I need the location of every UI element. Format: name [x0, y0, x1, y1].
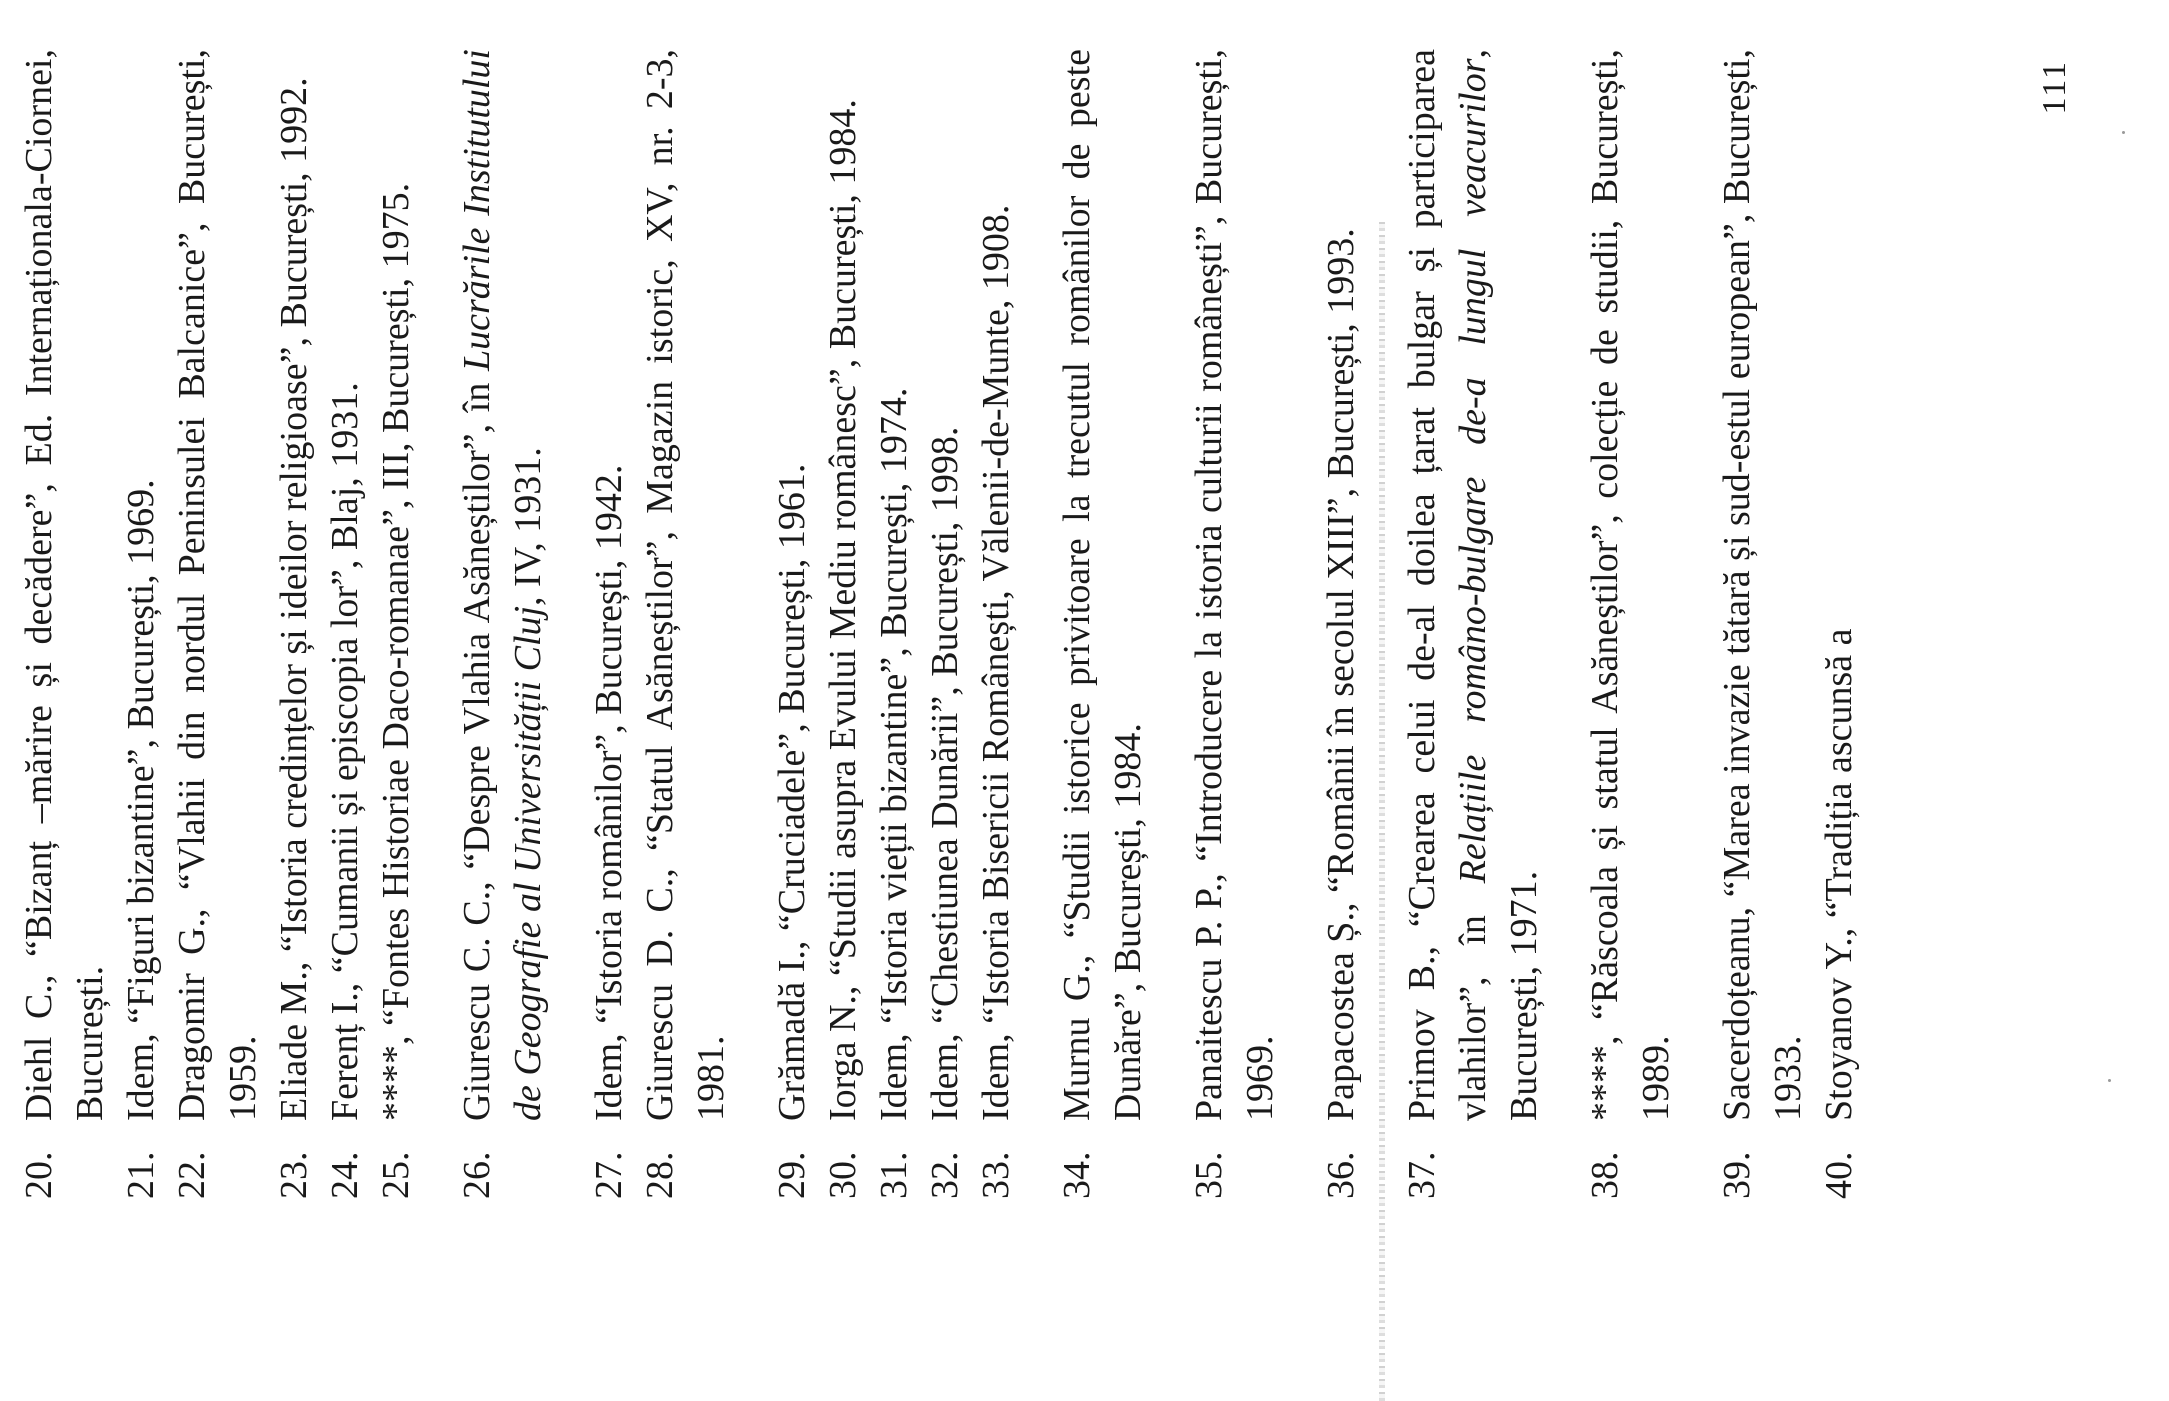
- reference-text: , IV, 1931.: [507, 447, 549, 606]
- reference-number: 26.: [456, 1151, 498, 1199]
- reference-number: 23.: [273, 1151, 315, 1199]
- reference-item: [1712, 49, 1814, 1199]
- reference-item: [452, 49, 554, 1199]
- reference-text: , București, 1971.: [1452, 48, 1545, 1121]
- reference-text: Stoyanov Y., “Tradiția ascunsă a: [1818, 628, 1860, 1121]
- reference-item: [584, 49, 635, 1199]
- reference-number: 34.: [1056, 1151, 1098, 1199]
- reference-text: Idem, “Istoria românilor”, București, 1942.: [588, 464, 630, 1121]
- reference-number: 38.: [1584, 1151, 1626, 1199]
- reference-number: 32.: [924, 1151, 966, 1199]
- reference-number: 28.: [639, 1151, 681, 1199]
- reference-text: Idem, “Istoria Bisericii Românești, Vălenii-de-Munte, 1908.: [975, 204, 1017, 1121]
- reference-text: Dragomir G., “Vlahii din nordul Peninsulei Balcanice”, București, 1959.: [171, 49, 264, 1121]
- reference-text: Grămadă I., “Cruciadele”, București, 1961.: [771, 463, 813, 1121]
- reference-item: [116, 49, 167, 1199]
- reference-item: [1184, 49, 1286, 1199]
- reference-item: [320, 49, 371, 1199]
- reference-number: 36.: [1320, 1151, 1362, 1199]
- reference-text: ****, “Răscoala și statul Asăneștilor”, colecție de studii, București, 1989.: [1584, 49, 1677, 1121]
- reference-number: 31.: [873, 1151, 915, 1199]
- reference-number: 25.: [375, 1151, 417, 1199]
- reference-number: 27.: [588, 1151, 630, 1199]
- reference-text: Panaitescu P. P., “Introducere la istoria culturii românești”, București, 1969.: [1188, 49, 1281, 1121]
- reference-number: 29.: [771, 1151, 813, 1199]
- reference-text: Papacostea Ș., “Românii în secolul XIII”, București, 1993.: [1320, 228, 1362, 1121]
- reference-item: [1580, 49, 1682, 1199]
- reference-number: 22.: [171, 1151, 213, 1199]
- reference-text: Eliade M., “Istoria credințelor și ideilor religioase”, București, 1992.: [273, 77, 315, 1121]
- reference-number: 33.: [975, 1151, 1017, 1199]
- reference-item: [635, 49, 737, 1199]
- reference-text: Idem, “Istoria vieții bizantine”, București, 1974.: [873, 387, 915, 1121]
- reference-item: [818, 49, 869, 1199]
- reference-item: [1397, 48, 1550, 1199]
- reference-text: Murnu G., “Studii istorice privitoare la trecutul românilor de peste Dunăre”, București, 1984.: [1056, 49, 1149, 1121]
- reference-number: 40.: [1818, 1151, 1860, 1199]
- reference-text: Diehl C., “Bizanț –mărire și decădere”, Ed. Internaționala-Ciornei, București.: [18, 49, 111, 1121]
- reference-italic-title: Lucrările Institutului de Geografie al Universității Cluj: [456, 49, 549, 1121]
- bibliography-list: [14, 48, 1865, 1199]
- scan-edge-noise: [1379, 221, 1385, 1401]
- reference-item: [14, 49, 116, 1199]
- reference-text: ****, “Fontes Historiae Daco-romanae”, III, București, 1975.: [375, 182, 417, 1121]
- reference-text: Sacerdoțeanu, “Marea invazie tătară și sud-estul european”, București, 1933.: [1716, 49, 1809, 1121]
- reference-number: 37.: [1401, 1151, 1443, 1199]
- reference-number: 21.: [120, 1151, 162, 1199]
- reference-number: 24.: [324, 1151, 366, 1199]
- reference-text: Idem, “Chestiunea Dunării”, București, 1998.: [924, 426, 966, 1121]
- reference-item: [1814, 49, 1865, 1199]
- reference-item: [1052, 49, 1154, 1199]
- reference-item: [767, 49, 818, 1199]
- scan-speck: [2122, 131, 2125, 134]
- reference-item: [167, 49, 269, 1199]
- reference-item: [971, 49, 1022, 1199]
- reference-text: Primov B., “Crearea celui de-al doilea țarat bulgar și participarea vlahilor”, în: [1401, 49, 1494, 1121]
- reference-number: 35.: [1188, 1151, 1230, 1199]
- reference-number: 20.: [18, 1151, 60, 1199]
- reference-number: 39.: [1716, 1151, 1758, 1199]
- reference-number: 30.: [822, 1151, 864, 1199]
- reference-text: Giurescu D. C., “Statul Asăneștilor”, Magazin istoric, XV, nr. 2-3, 1981.: [639, 49, 732, 1121]
- reference-text: Idem, “Figuri bizantine”, București, 1969.: [120, 479, 162, 1121]
- reference-text: Iorga N., “Studii asupra Evului Mediu românesc”, București, 1984.: [822, 99, 864, 1121]
- page-number: 111: [2036, 60, 2073, 115]
- reference-item: [269, 49, 320, 1199]
- reference-item: [371, 49, 422, 1199]
- reference-text: Ferenț I., “Cumanii și episcopia lor”, Blaj, 1931.: [324, 382, 366, 1121]
- reference-item: [869, 49, 920, 1199]
- reference-item: [920, 49, 971, 1199]
- scan-speck: [2108, 1079, 2111, 1082]
- reference-text: Giurescu C. C., “Despre Vlahia Asăneștilor”, în: [456, 371, 498, 1121]
- reference-item: [1316, 49, 1367, 1199]
- reference-italic-title: Relațiile româno-bulgare de-a lungul veacurilor: [1452, 58, 1494, 884]
